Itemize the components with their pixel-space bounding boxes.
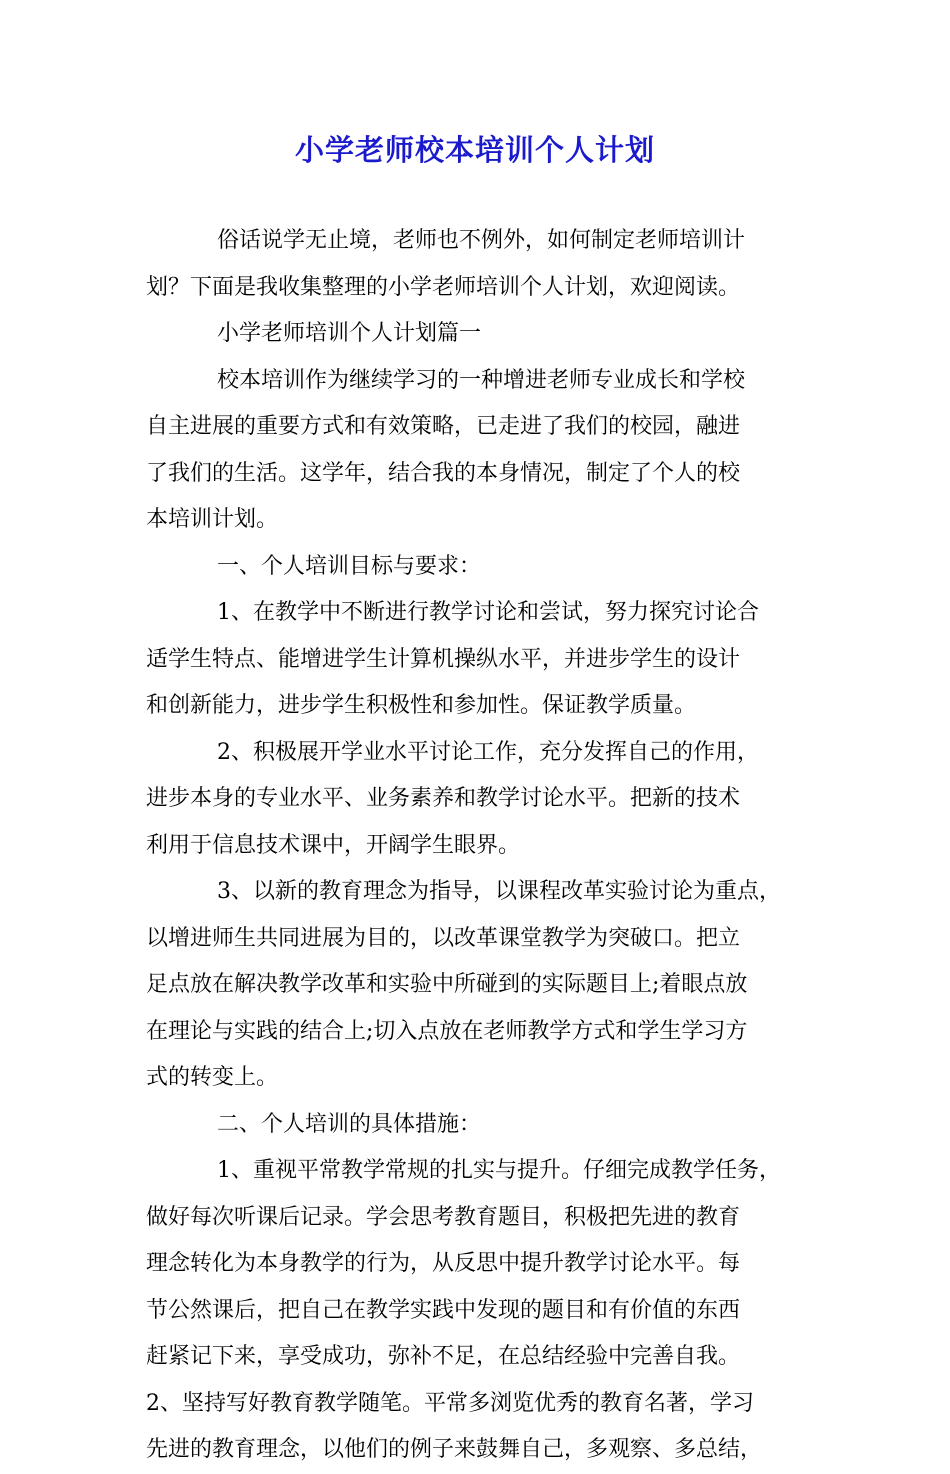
text-line: 本培训计划。 [146,507,279,532]
text-line: 2、坚持写好教育教学随笔。平常多浏览优秀的教育名著，学习 [146,1390,754,1416]
text-line: 一、个人培训目标与要求： [217,553,482,579]
text-line: 理念转化为本身教学的行为，从反思中提升教学讨论水平。每 [146,1251,741,1276]
text-line: 足点放在解决教学改革和实验中所碰到的实际题目上;着眼点放 [146,972,748,997]
text-line: 3、以新的教育理念为指导，以课程改革实验讨论为重点， [217,879,781,904]
text-line: 进步本身的专业水平、业务素养和教学讨论水平。把新的技术 [146,786,741,811]
text-line: 先进的教育理念，以他们的例子来鼓舞自己，多观察、多总结， [146,1437,763,1462]
text-line: 二、个人培训的具体措施： [217,1111,482,1137]
text-line: 在理论与实践的结合上;切入点放在老师教学方式和学生学习方 [146,1018,748,1044]
text-line: 节公然课后，把自己在教学实践中发现的题目和有价值的东西 [146,1297,741,1323]
text-line: 和创新能力，进步学生积极性和参加性。保证教学质量。 [146,693,697,718]
text-line: 适学生特点、能增进学生计算机操纵水平，并进步学生的设计 [146,646,741,672]
text-line: 俗话说学无止境，老师也不例外，如何制定老师培训计 [217,228,746,253]
text-line: 1、在教学中不断进行教学讨论和尝试，努力探究讨论合 [217,600,759,625]
text-line: 划？下面是我收集整理的小学老师培训个人计划，欢迎阅读。 [146,274,741,300]
text-line: 利用于信息技术课中，开阔学生眼界。 [146,832,521,858]
text-line: 式的转变上。 [146,1065,279,1090]
text-line: 以增进师生共同进展为目的，以改革课堂教学为突破口。把立 [146,925,741,951]
text-line: 2、积极展开学业水平讨论工作，充分发挥自己的作用， [217,739,759,765]
text-line: 校本培训作为继续学习的一种增进老师专业成长和学校 [217,367,746,393]
text-line: 了我们的生活。这学年，结合我的本身情况，制定了个人的校 [146,460,741,486]
document-body [146,218,818,1474]
text-line: 自主进展的重要方式和有效策略，已走进了我们的校园，融进 [146,414,741,439]
text-line: 小学老师培训个人计划篇一 [217,321,482,346]
text-line: 1、重视平常教学常规的扎实与提升。仔细完成教学任务， [217,1158,781,1183]
text-line: 赶紧记下来，享受成功，弥补不足，在总结经验中完善自我。 [146,1344,741,1369]
document-title: 小学老师校本培训个人计划 [294,133,655,167]
text-line: 做好每次听课后记录。学会思考教育题目，积极把先进的教育 [146,1204,741,1230]
